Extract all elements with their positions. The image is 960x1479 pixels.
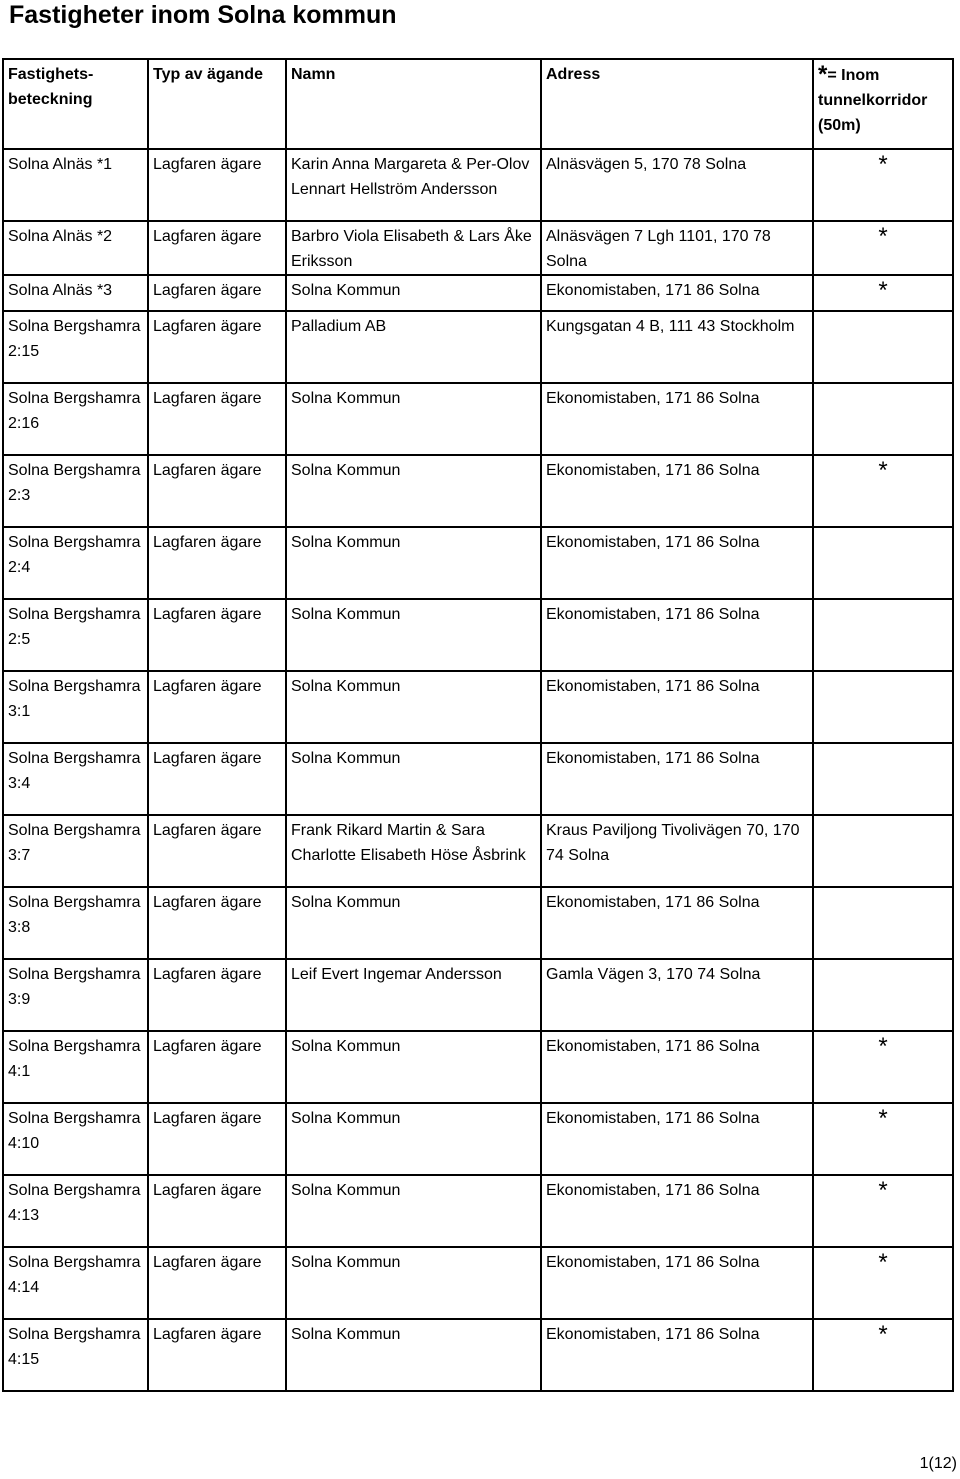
cell-tunnelkorridor-marker: * <box>813 275 953 311</box>
header-tunnelkorridor <box>813 59 953 149</box>
table-row <box>3 311 953 383</box>
cell-adress: Ekonomistaben, 171 86 Solna <box>541 275 813 311</box>
cell-fastighetsbeteckning: Solna Bergshamra 4:10 <box>3 1103 148 1175</box>
cell-tunnelkorridor-marker: * <box>813 1031 953 1103</box>
cell-fastighetsbeteckning: Solna Bergshamra 2:16 <box>3 383 148 455</box>
cell-typ-av-agande: Lagfaren ägare <box>148 1031 286 1103</box>
cell-tunnelkorridor-marker: * <box>813 1247 953 1319</box>
cell-namn: Solna Kommun <box>286 383 541 455</box>
cell-tunnelkorridor-marker: * <box>813 1175 953 1247</box>
cell-fastighetsbeteckning: Solna Bergshamra 3:8 <box>3 887 148 959</box>
cell-fastighetsbeteckning: Solna Alnäs *2 <box>3 221 148 275</box>
cell-namn: Solna Kommun <box>286 1103 541 1175</box>
cell-tunnelkorridor-marker: * <box>813 149 953 221</box>
table-header-row <box>3 59 953 149</box>
cell-fastighetsbeteckning: Solna Bergshamra 3:1 <box>3 671 148 743</box>
cell-tunnelkorridor-marker: * <box>813 1103 953 1175</box>
cell-adress: Ekonomistaben, 171 86 Solna <box>541 383 813 455</box>
cell-fastighetsbeteckning: Solna Alnäs *1 <box>3 149 148 221</box>
table-row <box>3 275 953 311</box>
asterisk-icon: * <box>818 61 828 88</box>
cell-typ-av-agande: Lagfaren ägare <box>148 1175 286 1247</box>
cell-namn: Karin Anna Margareta & Per-Olov Lennart Hellström Andersson <box>286 149 541 221</box>
cell-fastighetsbeteckning: Solna Bergshamra 4:15 <box>3 1319 148 1391</box>
cell-fastighetsbeteckning: Solna Alnäs *3 <box>3 275 148 311</box>
cell-fastighetsbeteckning: Solna Bergshamra 2:15 <box>3 311 148 383</box>
table-row <box>3 599 953 671</box>
table-row <box>3 1247 953 1319</box>
cell-namn: Frank Rikard Martin & Sara Charlotte Elisabeth Höse Åsbrink <box>286 815 541 887</box>
cell-tunnelkorridor-marker <box>813 527 953 599</box>
cell-adress: Alnäsvägen 7 Lgh 1101, 170 78 Solna <box>541 221 813 275</box>
cell-tunnelkorridor-marker: * <box>813 1319 953 1391</box>
cell-typ-av-agande: Lagfaren ägare <box>148 1247 286 1319</box>
cell-fastighetsbeteckning: Solna Bergshamra 3:4 <box>3 743 148 815</box>
cell-fastighetsbeteckning: Solna Bergshamra 2:3 <box>3 455 148 527</box>
cell-namn: Solna Kommun <box>286 275 541 311</box>
cell-namn: Solna Kommun <box>286 1031 541 1103</box>
cell-typ-av-agande: Lagfaren ägare <box>148 887 286 959</box>
cell-adress: Ekonomistaben, 171 86 Solna <box>541 887 813 959</box>
table-row <box>3 383 953 455</box>
table-row <box>3 1031 953 1103</box>
cell-tunnelkorridor-marker <box>813 599 953 671</box>
cell-adress: Kungsgatan 4 B, 111 43 Stockholm <box>541 311 813 383</box>
page-number: 1(12) <box>919 1455 957 1472</box>
cell-namn: Leif Evert Ingemar Andersson <box>286 959 541 1031</box>
cell-typ-av-agande: Lagfaren ägare <box>148 311 286 383</box>
table-row <box>3 671 953 743</box>
cell-adress: Kraus Paviljong Tivolivägen 70, 170 74 Solna <box>541 815 813 887</box>
cell-tunnelkorridor-marker <box>813 887 953 959</box>
cell-namn: Solna Kommun <box>286 599 541 671</box>
cell-typ-av-agande: Lagfaren ägare <box>148 383 286 455</box>
cell-tunnelkorridor-marker <box>813 959 953 1031</box>
cell-fastighetsbeteckning: Solna Bergshamra 4:13 <box>3 1175 148 1247</box>
cell-adress: Ekonomistaben, 171 86 Solna <box>541 1103 813 1175</box>
cell-tunnelkorridor-marker: * <box>813 455 953 527</box>
cell-typ-av-agande: Lagfaren ägare <box>148 149 286 221</box>
cell-fastighetsbeteckning: Solna Bergshamra 3:9 <box>3 959 148 1031</box>
cell-tunnelkorridor-marker <box>813 311 953 383</box>
cell-namn: Barbro Viola Elisabeth & Lars Åke Eriksson <box>286 221 541 275</box>
cell-namn: Solna Kommun <box>286 1247 541 1319</box>
cell-adress: Ekonomistaben, 171 86 Solna <box>541 527 813 599</box>
cell-typ-av-agande: Lagfaren ägare <box>148 959 286 1031</box>
table-row <box>3 1175 953 1247</box>
cell-namn: Solna Kommun <box>286 455 541 527</box>
cell-adress: Ekonomistaben, 171 86 Solna <box>541 1319 813 1391</box>
cell-namn: Solna Kommun <box>286 887 541 959</box>
cell-fastighetsbeteckning: Solna Bergshamra 4:1 <box>3 1031 148 1103</box>
cell-adress: Ekonomistaben, 171 86 Solna <box>541 671 813 743</box>
page-title: Fastigheter inom Solna kommun <box>9 1 397 29</box>
cell-adress: Ekonomistaben, 171 86 Solna <box>541 1031 813 1103</box>
cell-typ-av-agande: Lagfaren ägare <box>148 1103 286 1175</box>
cell-tunnelkorridor-marker: * <box>813 221 953 275</box>
table-row <box>3 221 953 275</box>
header-typ-av-agande: Typ av ägande <box>148 59 286 149</box>
cell-typ-av-agande: Lagfaren ägare <box>148 599 286 671</box>
cell-fastighetsbeteckning: Solna Bergshamra 3:7 <box>3 815 148 887</box>
table-row <box>3 815 953 887</box>
table-row <box>3 1103 953 1175</box>
cell-adress: Alnäsvägen 5, 170 78 Solna <box>541 149 813 221</box>
header-tunnelkorridor-text: = Inom tunnelkorridor (50m) <box>818 67 928 134</box>
header-namn: Namn <box>286 59 541 149</box>
cell-namn: Palladium AB <box>286 311 541 383</box>
table-row <box>3 959 953 1031</box>
cell-typ-av-agande: Lagfaren ägare <box>148 527 286 599</box>
table-row <box>3 743 953 815</box>
cell-typ-av-agande: Lagfaren ägare <box>148 815 286 887</box>
cell-typ-av-agande: Lagfaren ägare <box>148 275 286 311</box>
table-row <box>3 1319 953 1391</box>
cell-fastighetsbeteckning: Solna Bergshamra 4:14 <box>3 1247 148 1319</box>
cell-namn: Solna Kommun <box>286 671 541 743</box>
cell-typ-av-agande: Lagfaren ägare <box>148 671 286 743</box>
cell-fastighetsbeteckning: Solna Bergshamra 2:5 <box>3 599 148 671</box>
cell-adress: Ekonomistaben, 171 86 Solna <box>541 599 813 671</box>
cell-tunnelkorridor-marker <box>813 815 953 887</box>
cell-adress: Gamla Vägen 3, 170 74 Solna <box>541 959 813 1031</box>
cell-typ-av-agande: Lagfaren ägare <box>148 1319 286 1391</box>
table-row <box>3 149 953 221</box>
cell-adress: Ekonomistaben, 171 86 Solna <box>541 455 813 527</box>
cell-typ-av-agande: Lagfaren ägare <box>148 455 286 527</box>
cell-typ-av-agande: Lagfaren ägare <box>148 221 286 275</box>
header-fastighetsbeteckning: Fastighets-beteckning <box>3 59 148 149</box>
table-row <box>3 455 953 527</box>
cell-fastighetsbeteckning: Solna Bergshamra 2:4 <box>3 527 148 599</box>
cell-tunnelkorridor-marker <box>813 671 953 743</box>
cell-adress: Ekonomistaben, 171 86 Solna <box>541 1175 813 1247</box>
cell-tunnelkorridor-marker <box>813 743 953 815</box>
cell-typ-av-agande: Lagfaren ägare <box>148 743 286 815</box>
cell-namn: Solna Kommun <box>286 743 541 815</box>
table-row <box>3 887 953 959</box>
table-row <box>3 527 953 599</box>
cell-namn: Solna Kommun <box>286 1175 541 1247</box>
cell-namn: Solna Kommun <box>286 1319 541 1391</box>
header-adress: Adress <box>541 59 813 149</box>
cell-namn: Solna Kommun <box>286 527 541 599</box>
property-table <box>2 58 954 1392</box>
cell-tunnelkorridor-marker <box>813 383 953 455</box>
cell-adress: Ekonomistaben, 171 86 Solna <box>541 743 813 815</box>
cell-adress: Ekonomistaben, 171 86 Solna <box>541 1247 813 1319</box>
